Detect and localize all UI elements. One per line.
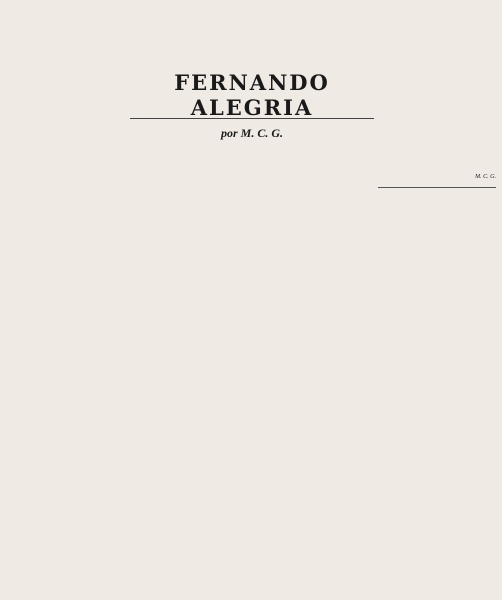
column-4 — [378, 170, 496, 191]
author-signature: M. C. G. — [475, 174, 496, 180]
article-byline: por M. C. G. — [220, 126, 283, 140]
article-title: FERNANDO ALEGRIA — [174, 70, 330, 120]
footnote — [378, 187, 496, 191]
article-header — [130, 70, 374, 141]
header-divider — [130, 118, 374, 119]
